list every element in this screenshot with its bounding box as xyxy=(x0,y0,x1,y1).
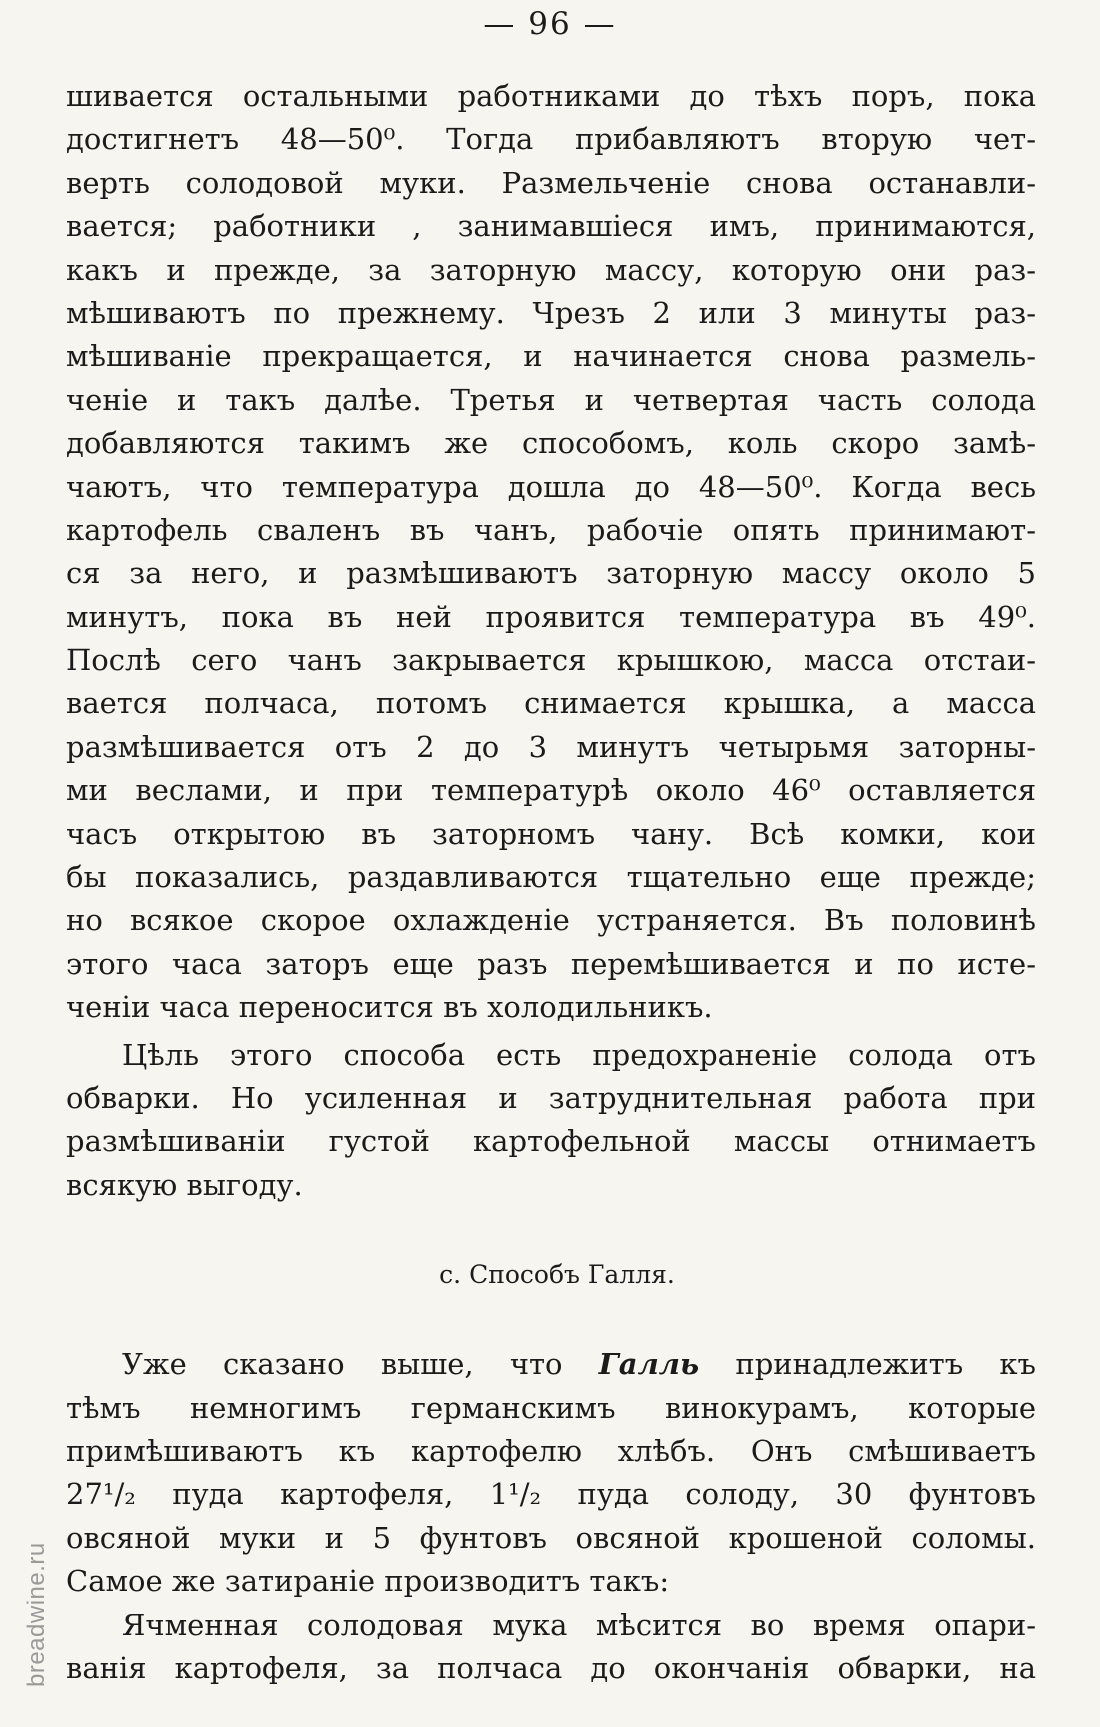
text-line: Послѣ сего чанъ закрывается крышкою, масса отстаи- xyxy=(66,643,1036,678)
text-line: но всякое скорое охлажденіе устраняется. Въ половинѣ xyxy=(66,903,1036,938)
text-line xyxy=(66,1343,1036,1386)
text-line: ванія картофеля, за полчаса до окончанія обварки, на xyxy=(66,1650,1036,1685)
text-line: минутъ, пока въ ней проявится температура въ 49⁰. xyxy=(66,599,1036,634)
text-line: часъ открытою въ заторномъ чану. Всѣ комки, кои xyxy=(66,816,1036,851)
text-line: мѣшиваніе прекращается, и начинается снова размель- xyxy=(66,339,1036,374)
text-line: ченіи часа переносится въ холодильникъ. xyxy=(66,990,713,1025)
text-line: верть солодовой муки. Размельченіе снова останавли- xyxy=(66,165,1036,200)
text-line: ченіе и такъ далѣе. Третья и четвертая часть солода xyxy=(66,382,1036,417)
text-line: ми веслами, и при температурѣ около 46⁰ оставляется xyxy=(66,773,1036,808)
text-segment: принадлежитъ къ xyxy=(699,1347,1036,1382)
page-text xyxy=(66,75,1036,1690)
paragraph-4 xyxy=(66,1604,1036,1691)
section-title: c. Способъ Галля. xyxy=(439,1260,675,1290)
text-line: вается полчаса, потомъ снимается крышка, а масса xyxy=(66,686,1036,721)
text-line: размѣшиваніи густой картофельной массы отнимаетъ xyxy=(66,1124,1036,1159)
text-line: 27¹/₂ пуда картофеля, 1¹/₂ пуда солоду, 30 фунтовъ xyxy=(66,1477,1036,1512)
text-line: добавляются такимъ же способомъ, коль скоро замѣ- xyxy=(66,426,1036,461)
paragraph-3 xyxy=(66,1343,1036,1603)
site-watermark xyxy=(8,1287,50,1687)
text-line: достигнетъ 48—50⁰. Тогда прибавляютъ вторую чет- xyxy=(66,122,1036,157)
text-line: ся за него, и размѣшиваютъ заторную массу около 5 xyxy=(66,556,1036,591)
page-number: — 96 — xyxy=(483,6,617,42)
text-line: овсяной муки и 5 фунтовъ овсяной крошеной соломы. xyxy=(66,1520,1036,1555)
text-line: этого часа заторъ еще разъ перемѣшивается и по исте- xyxy=(66,946,1036,981)
text-line: тѣмъ немногимъ германскимъ винокурамъ, которые xyxy=(66,1390,1036,1425)
text-line: Ячменная солодовая мука мѣсится во время опари- xyxy=(122,1607,1036,1642)
text-line: примѣшиваютъ къ картофелю хлѣбъ. Онъ смѣшиваетъ xyxy=(66,1433,1036,1468)
text-line: всякую выгоду. xyxy=(66,1167,303,1202)
paragraph-1 xyxy=(66,75,1036,1030)
watermark-text: breadwine.ru xyxy=(23,1542,50,1687)
text-line: какъ и прежде, за заторную массу, которую они раз- xyxy=(66,252,1036,287)
text-line: мѣшиваютъ по прежнему. Чрезъ 2 или 3 минуты раз- xyxy=(66,295,1036,330)
text-line: размѣшивается отъ 2 до 3 минутъ четырьмя заторны- xyxy=(66,729,1036,764)
author-name: Галль xyxy=(598,1347,700,1382)
text-line: обварки. Но усиленная и затруднительная работа при xyxy=(66,1080,1036,1115)
text-line: вается; работники , занимавшіеся имъ, принимаются, xyxy=(66,209,1036,244)
text-segment: Уже сказано выше, что xyxy=(122,1347,599,1382)
text-line: Самое же затираніе производитъ такъ: xyxy=(66,1564,670,1599)
paragraph-2 xyxy=(66,1034,1036,1208)
text-line: Цѣль этого способа есть предохраненіе солода отъ xyxy=(122,1037,1036,1072)
text-line: картофель сваленъ въ чанъ, рабочіе опять принимают- xyxy=(66,512,1036,547)
text-line: бы показались, раздавливаются тщательно еще прежде; xyxy=(66,860,1036,895)
text-line: чаютъ, что температура дошла до 48—50⁰. Когда весь xyxy=(66,469,1036,504)
text-line: шивается остальными работниками до тѣхъ поръ, пока xyxy=(66,79,1036,113)
